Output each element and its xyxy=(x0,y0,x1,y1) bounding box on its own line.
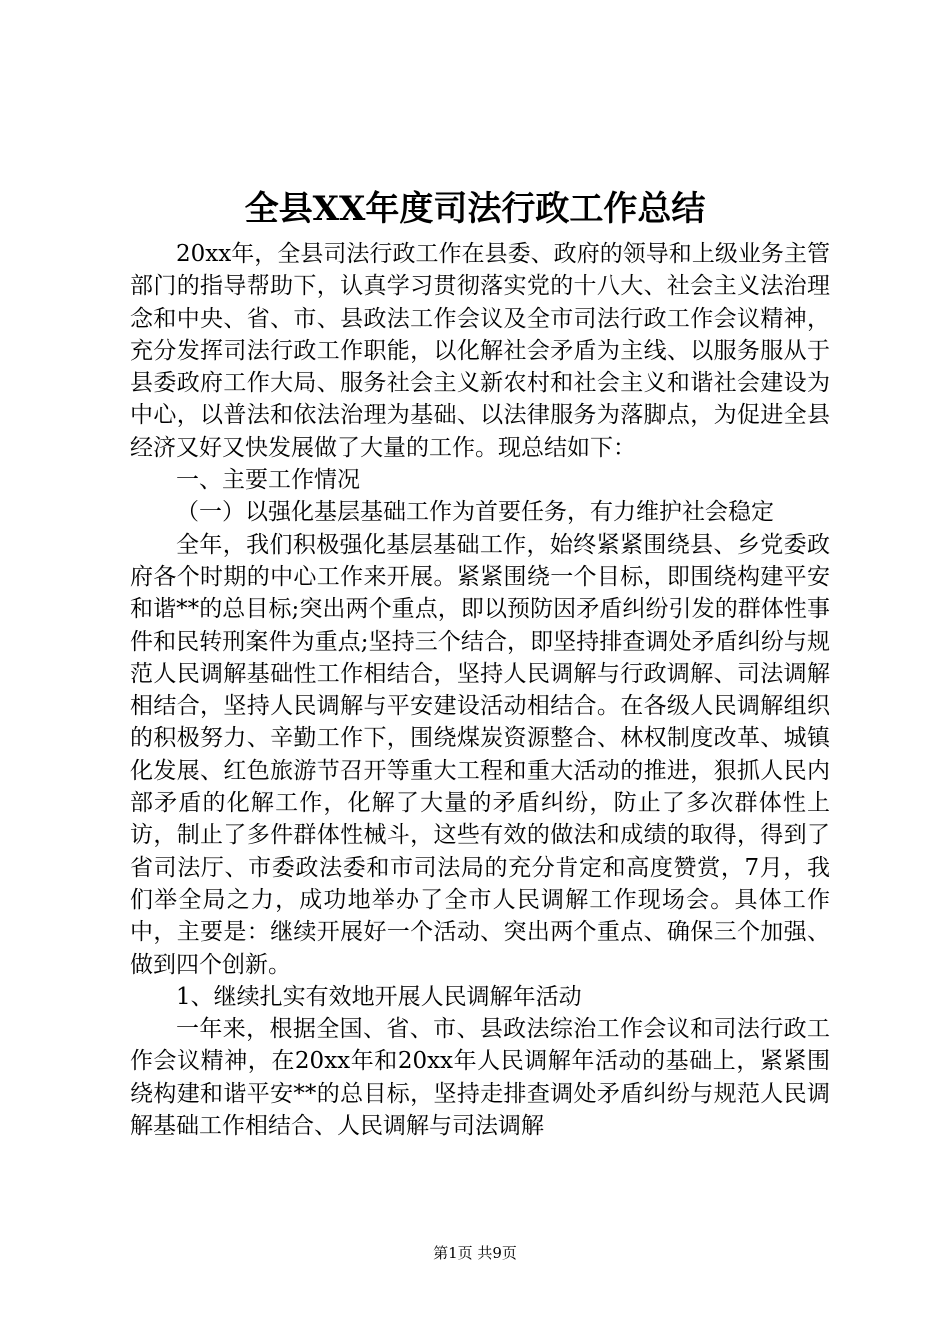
page-number-footer: 第1页 共9页 xyxy=(433,1244,517,1262)
section-heading-main-work: 一、主要工作情况 xyxy=(176,467,360,494)
paragraph-mediation-year: 一年来，根据全国、省、市、县政法综治工作会议和司法行政工作会议精神，在20xx年和20xx年人民调解年活动的基础上，紧紧围绕构建和谐平安**的总目标，坚持走排查调处矛盾纠纷与规范人民调解基础工作相结合、人民调解与司法调解 xyxy=(130,1016,830,1140)
paragraph-intro: 20xx年，全县司法行政工作在县委、政府的领导和上级业务主管部门的指导帮助下，认真学习贯彻落实党的十八大、社会主义法治理念和中央、省、市、县政法工作会议及全市司法行政工作会议精神，充分发挥司法行政工作职能，以化解社会矛盾为主线、以服务服从于县委政府工作大局、服务社会主义新农村和社会主义和谐社会建设为中心，以普法和依法治理为基础、以法律服务为落脚点，为促进全县经济又好又快发展做了大量的工作。现总结如下： xyxy=(130,241,830,461)
paragraph-grassroots-work: 全年，我们积极强化基层基础工作，始终紧紧围绕县、乡党委政府各个时期的中心工作来开展。紧紧围绕一个目标，即围绕构建平安和谐**的总目标;突出两个重点，即以预防因矛盾纠纷引发的群体性事件和民转刑案件为重点;坚持三个结合，即坚持排查调处矛盾纠纷与规范人民调解基础性工作相结合，坚持人民调解与行政调解、司法调解相结合，坚持人民调解与平安建设活动相结合。在各级人民调解组织的积极努力、辛勤工作下，围绕煤炭资源整合、林权制度改革、城镇化发展、红色旅游节召开等重大工程和重大活动的推进，狠抓人民内部矛盾的化解工作，化解了大量的矛盾纠纷，防止了多次群体性上访，制止了多件群体性械斗，这些有效的做法和成绩的取得，得到了省司法厅、市委政法委和市司法局的充分肯定和高度赞赏，7月，我们举全局之力，成功地举办了全市人民调解工作现场会。具体工作中，主要是：继续开展好一个活动、突出两个重点、确保三个加强、做到四个创新。 xyxy=(130,531,830,978)
subsection-heading-grassroots: （一）以强化基层基础工作为首要任务，有力维护社会稳定 xyxy=(176,499,774,526)
item-heading-mediation-year: 1、继续扎实有效地开展人民调解年活动 xyxy=(176,983,582,1010)
document-title: 全县XX年度司法行政工作总结 xyxy=(244,189,706,229)
document-body xyxy=(130,238,830,1142)
